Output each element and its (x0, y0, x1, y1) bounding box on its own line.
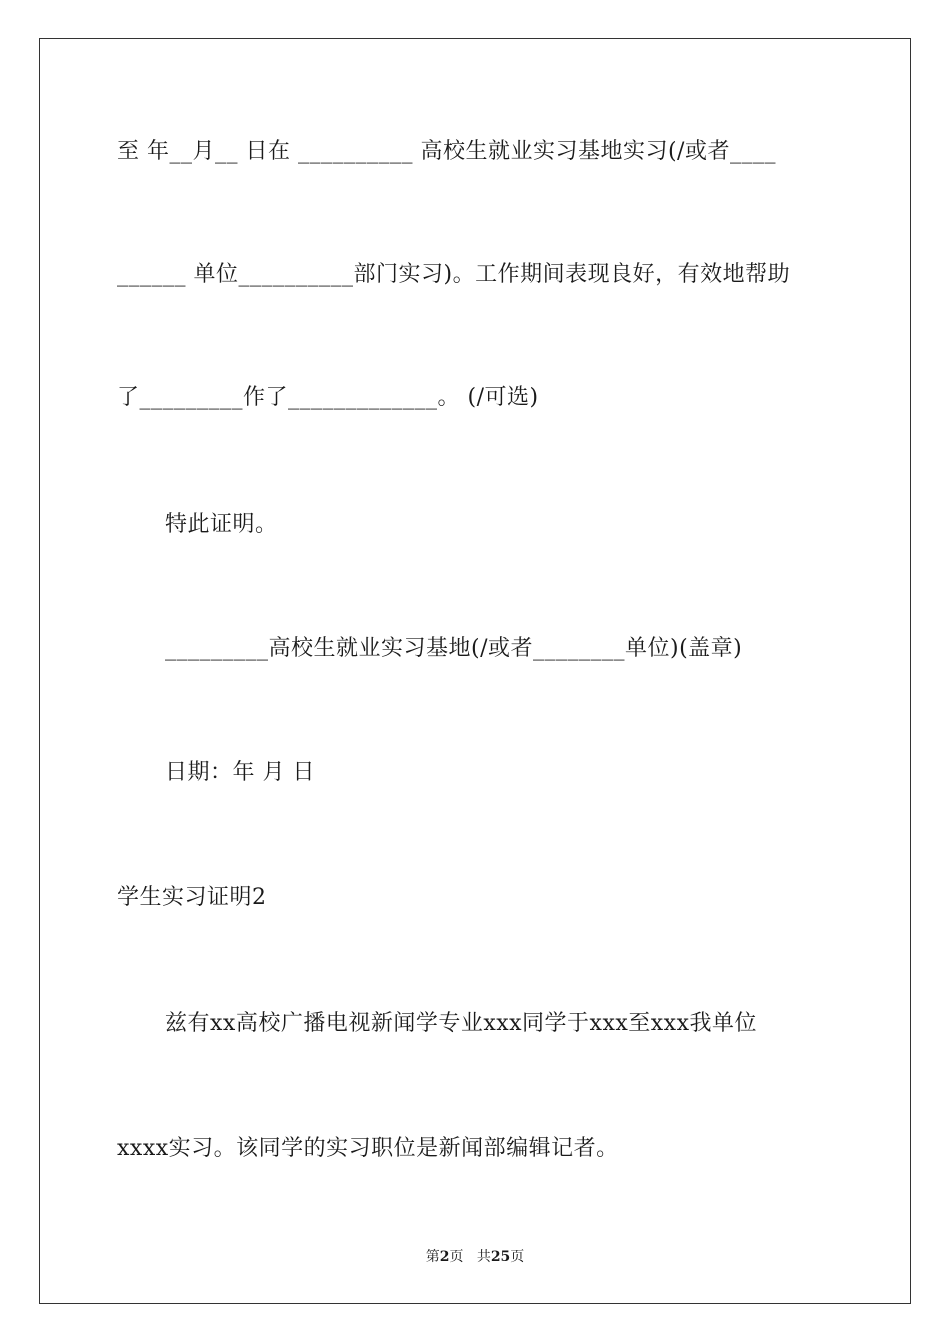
body-line-2: ______ 单位__________部门实习)。工作期间表现良好，有效地帮助 (117, 262, 791, 287)
footer-total-prefix: 共 (476, 1249, 491, 1265)
footer-current-page: 2 (439, 1249, 450, 1265)
page-footer (0, 1247, 950, 1267)
certification-statement: 特此证明。 (165, 512, 278, 537)
section-heading: 学生实习证明2 (117, 885, 267, 910)
body-line-1: 至 年__月__ 日在 __________ 高校生就业实习基地实习(/或者____ (117, 139, 776, 164)
signature-line: _________高校生就业实习基地(/或者________单位)(盖章) (165, 636, 743, 661)
footer-total-pages: 25 (490, 1249, 511, 1265)
footer-page-word: 页 (449, 1249, 464, 1265)
date-line: 日期：年 月 日 (165, 760, 315, 785)
body-line-8: 兹有xx高校广播电视新闻学专业xxx同学于xxx至xxx我单位 (165, 1011, 757, 1036)
page-frame (39, 38, 911, 1304)
footer-total-suffix: 页 (510, 1249, 525, 1265)
footer-prefix: 第 (425, 1249, 440, 1265)
body-line-9: xxxx实习。该同学的实习职位是新闻部编辑记者。 (117, 1136, 619, 1161)
body-line-3: 了_________作了_____________。 (/可选) (117, 385, 539, 410)
